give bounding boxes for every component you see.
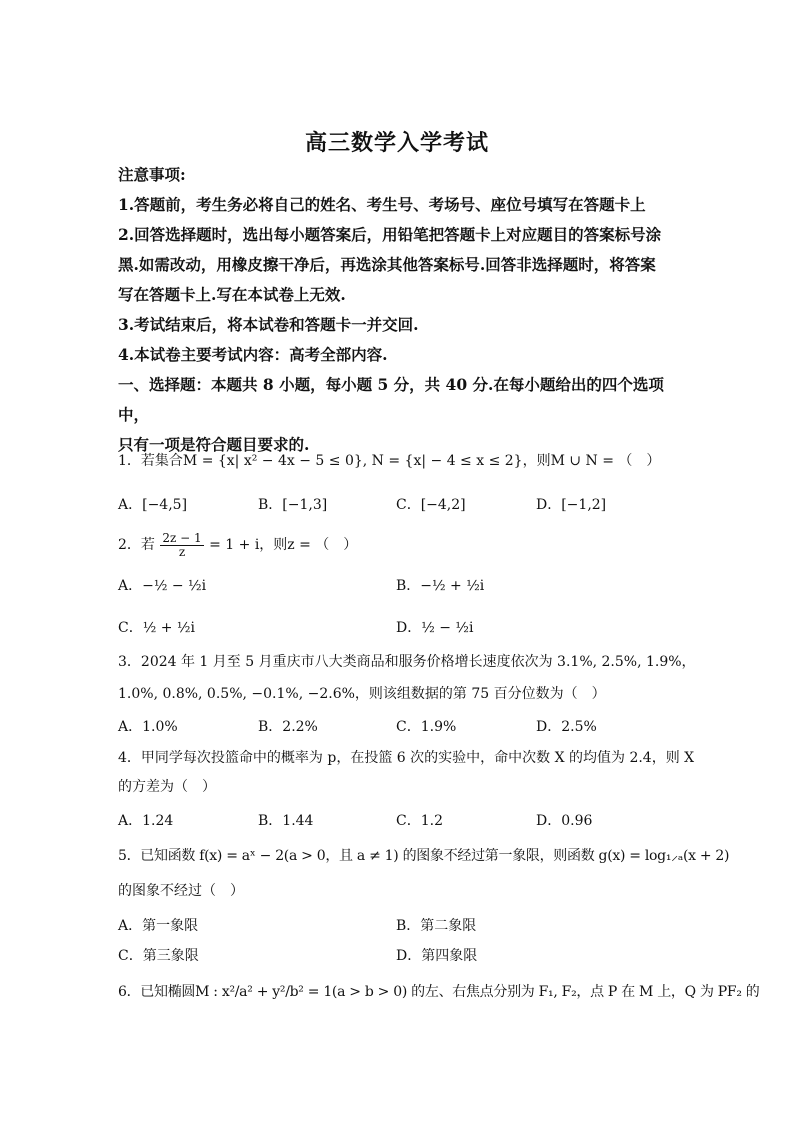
q5-option-a: A．第一象限 — [118, 918, 199, 934]
q4-option-c: C．1.2 — [396, 813, 443, 829]
question-2-stem — [118, 530, 678, 560]
notice-item-2-line-2: 黑.如需改动，用橡皮擦干净后，再选涂其他答案标号.回答非选择题时，将答案 — [118, 255, 656, 274]
q1-option-b: B．[−1,3] — [258, 497, 328, 513]
q5-option-c: C．第三象限 — [118, 948, 199, 964]
question-4-line-1: 4．甲同学每次投篮命中的概率为 p，在投篮 6 次的实验中，命中次数 X 的均值为 2.4，则 X — [118, 750, 695, 766]
q2-suffix: = 1 + i，则z = （ ） — [209, 537, 358, 553]
q4-option-a: A．1.24 — [118, 813, 174, 829]
question-6-line-1: 6．已知椭圆M : x²/a² + y²/b² = 1(a > b > 0) 的左、右焦点分别为 F₁, F₂，点 P 在 M 上，Q 为 PF₂ 的 — [118, 984, 760, 1000]
q1-option-d: D．[−1,2] — [536, 497, 607, 513]
notice-item-2-line-3: 写在答题卡上.写在本试卷上无效. — [118, 285, 346, 304]
q4-option-d: D．0.96 — [536, 813, 593, 829]
q3-option-c: C．1.9% — [396, 719, 457, 735]
q3-option-d: D．2.5% — [536, 719, 597, 735]
q3-option-b: B．2.2% — [258, 719, 318, 735]
q3-option-a: A．1.0% — [118, 719, 178, 735]
page-title: 高三数学入学考试 — [304, 130, 489, 156]
notice-item-4: 4.本试卷主要考试内容：高考全部内容. — [118, 345, 388, 364]
section-1-heading-line-2: 只有一项是符合题目要求的. — [118, 435, 310, 454]
q2-option-c: C．½ + ½i — [118, 620, 195, 636]
q1-option-c: C．[−4,2] — [396, 497, 466, 513]
q2-option-d: D．½ − ½i — [396, 620, 474, 636]
notice-item-3: 3.考试结束后，将本试卷和答题卡一并交回. — [118, 315, 419, 334]
question-5-line-2: 的图象不经过（ ） — [118, 883, 244, 899]
question-5-line-1: 5．已知函数 f(x) = aˣ − 2(a > 0，且 a ≠ 1) 的图象不经过第一象限，则函数 g(x) = log₁⸝ₐ(x + 2) — [118, 848, 730, 864]
q2-option-a: A．−½ − ½i — [118, 578, 207, 594]
q2-fraction — [160, 532, 203, 559]
q2-prefix: 2．若 — [118, 537, 155, 553]
q5-option-d: D．第四象限 — [396, 948, 478, 964]
q2-fraction-denominator: z — [178, 544, 186, 559]
q5-option-b: B．第二象限 — [396, 918, 477, 934]
question-1-stem: 1．若集合M = {x| x² − 4x − 5 ≤ 0}, N = {x| − 4 ≤ x ≤ 2}，则M ∪ N = （ ） — [118, 453, 661, 469]
section-1-heading-line-1: 一、选择题：本题共 8 小题，每小题 5 分，共 40 分.在每小题给出的四个选项中， — [118, 375, 664, 424]
question-4-line-2: 的方差为（ ） — [118, 779, 216, 795]
question-3-line-2: 1.0%, 0.8%, 0.5%, −0.1%, −2.6%，则该组数据的第 75 百分位数为（ ） — [118, 686, 606, 702]
q4-option-b: B．1.44 — [258, 813, 314, 829]
notice-item-1: 1.答题前，考生务必将自己的姓名、考生号、考场号、座位号填写在答题卡上 — [118, 195, 646, 214]
notice-heading: 注意事项: — [118, 165, 186, 184]
q2-option-b: B．−½ + ½i — [396, 578, 485, 594]
q2-fraction-numerator: 2z − 1 — [162, 530, 202, 545]
notice-item-2-line-1: 2.回答选择题时，选出每小题答案后，用铅笔把答题卡上对应题目的答案标号涂 — [118, 225, 662, 244]
notice-section — [118, 160, 678, 460]
q1-option-a: A．[−4,5] — [118, 497, 188, 513]
question-3-line-1: 3．2024 年 1 月至 5 月重庆市八大类商品和服务价格增长速度依次为 3.1%, 2.5%, 1.9%， — [118, 654, 696, 670]
